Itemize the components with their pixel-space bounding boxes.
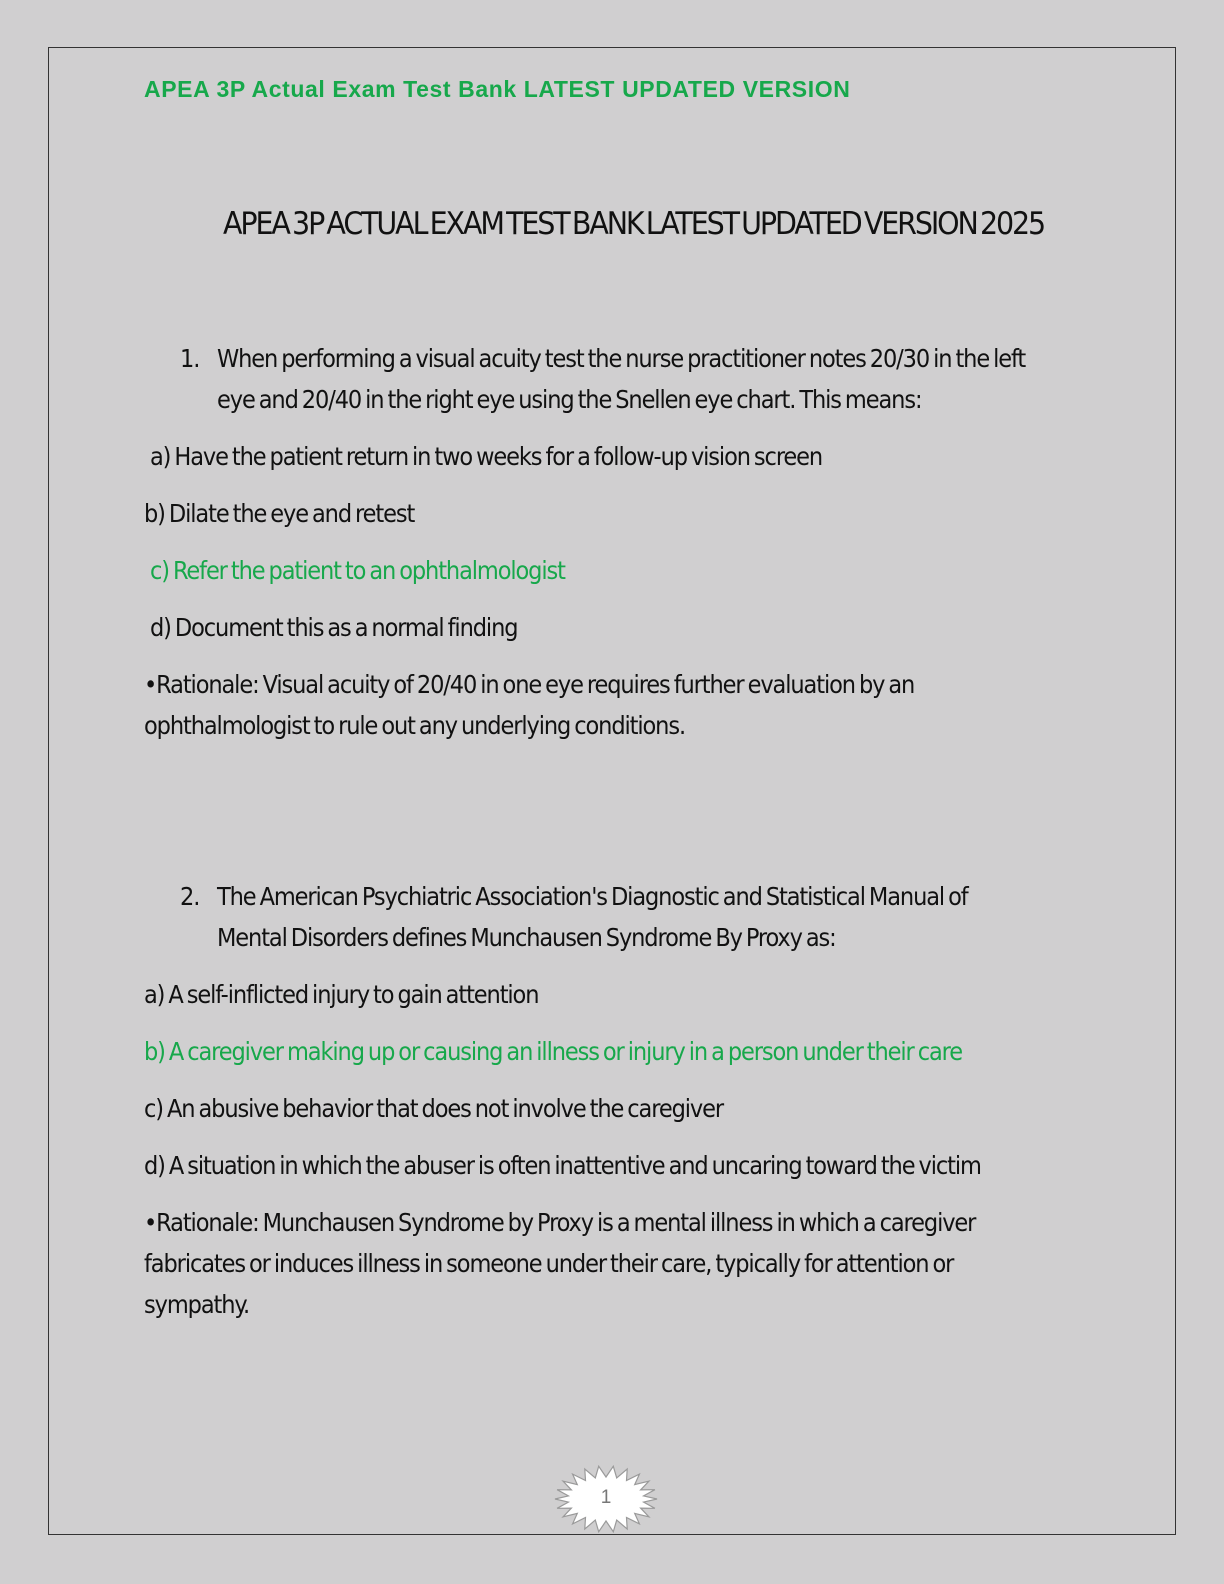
question-1-option-d: d) Document this as a normal finding: [150, 613, 518, 642]
question-2-option-a: a) A self-inflicted injury to gain attention: [144, 980, 539, 1009]
question-2-stem: The American Psychiatric Association's Diagnostic and Statistical Manual of Mental Disorders defines Munchausen Syndrome By Proxy as:: [217, 882, 968, 952]
question-2-stem-block: [180, 876, 1040, 958]
question-1-rationale: •Rationale: Visual acuity of 20/40 in one eye requires further evaluation by an ophthalmologist to rule out any underlying conditions.: [144, 670, 915, 740]
question-2-number: 2.: [180, 882, 200, 911]
question-2-option-b-correct: b) A caregiver making up or causing an illness or injury in a person under their care: [144, 1037, 963, 1066]
page-number: 1: [600, 1487, 612, 1508]
question-1-stem: When performing a visual acuity test the nurse practitioner notes 20/30 in the left eye and 20/40 in the right eye using the Snellen eye chart. This means:: [217, 344, 1026, 414]
question-2-option-d: d) A situation in which the abuser is often inattentive and uncaring toward the victim: [144, 1151, 981, 1180]
question-2-option-c: c) An abusive behavior that does not involve the caregiver: [144, 1094, 723, 1123]
document-title: APEA 3P ACTUAL EXAM TEST BANK LATEST UPDATED VERSION 2025: [223, 206, 1045, 242]
question-1-stem-block: [180, 338, 1040, 420]
question-1-option-c-correct: c) Refer the patient to an ophthalmologist: [150, 556, 565, 585]
question-2-rationale: •Rationale: Munchausen Syndrome by Proxy is a mental illness in which a caregiver fabricates or induces illness in someone under their care, typically for attention or sympathy.: [144, 1208, 976, 1319]
question-1-option-a: a) Have the patient return in two weeks for a follow-up vision screen: [150, 442, 823, 471]
question-1-number: 1.: [180, 344, 200, 373]
question-1-option-b: b) Dilate the eye and retest: [144, 499, 415, 528]
header-banner: APEA 3P Actual Exam Test Bank LATEST UPDATED VERSION: [144, 76, 851, 102]
